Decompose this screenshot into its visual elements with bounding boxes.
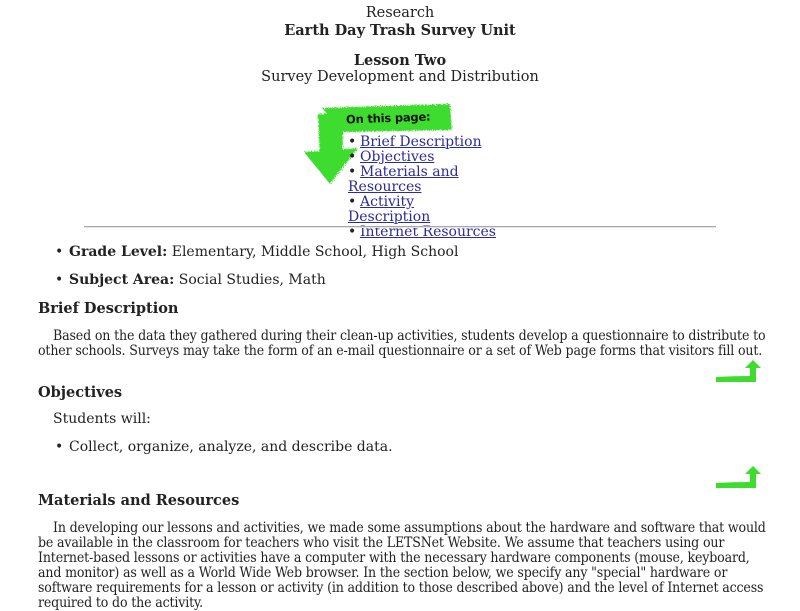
category-label: Research [365,5,435,21]
objectives-heading: Objectives [38,384,123,401]
bullet-icon: • [55,244,64,260]
bullet-icon: • [55,439,64,455]
return-arrow-up-icon[interactable] [714,360,764,386]
on-this-page-title: On this page: [345,109,431,127]
toc-link-activity-description[interactable]: Activity Description [348,194,431,225]
unit-title: Earth Day Trash Survey Unit [284,22,516,39]
toc-list [348,135,498,240]
toc-item [348,135,498,150]
toc-link-materials-and-resources[interactable]: Materials and Resources [348,164,459,195]
toc-link-internet-resources[interactable]: Internet Resources [360,224,496,240]
bullet-icon: • [55,272,64,288]
materials-resources-text: In developing our lessons and activities, we made some assumptions about the hardware and software that would be available in the classroom for teachers who visit the LETSNet Website. We assume that teachers using our Internet-based lessons or activities have a computer with the necessary hardware components (mouse, keyboard, and monitor) as well as a World Wide Web browser. In the section below, we specify any "special" hardware or software requirements for a lesson or activity (in addition to those described above) and the level of Internet access required to do the activity. [38,520,766,611]
return-arrow-up-icon[interactable] [714,466,764,492]
subject-area-row [55,273,326,288]
brief-description-text: Based on the data they gathered during their clean-up activities, students develop a questionnaire to distribute to other schools. Surveys may take the form of an e-mail questionnaire or a set of Web page forms that visitors fill out. [38,328,766,359]
toc-item [348,150,498,165]
subject-area-label: Subject Area: [69,272,175,288]
grade-level-value: Elementary, Middle School, High School [171,244,459,260]
grade-level-row [55,245,458,260]
objective-item-text: Collect, organize, analyze, and describe data. [69,439,393,455]
lesson-subtitle: Survey Development and Distribution [261,69,539,85]
materials-resources-heading: Materials and Resources [38,492,240,509]
horizontal-divider [84,226,716,228]
brief-description-heading: Brief Description [38,300,179,317]
toc-link-brief-description[interactable]: Brief Description [360,134,482,150]
on-this-page-nav [300,100,520,240]
objectives-intro: Students will: [53,411,151,427]
subject-area-value: Social Studies, Math [178,272,326,288]
lesson-title: Lesson Two [353,52,447,69]
objective-item [55,440,393,455]
toc-item [348,165,498,195]
toc-link-objectives[interactable]: Objectives [360,149,435,165]
toc-item [348,195,498,225]
grade-level-label: Grade Level: [69,244,168,260]
